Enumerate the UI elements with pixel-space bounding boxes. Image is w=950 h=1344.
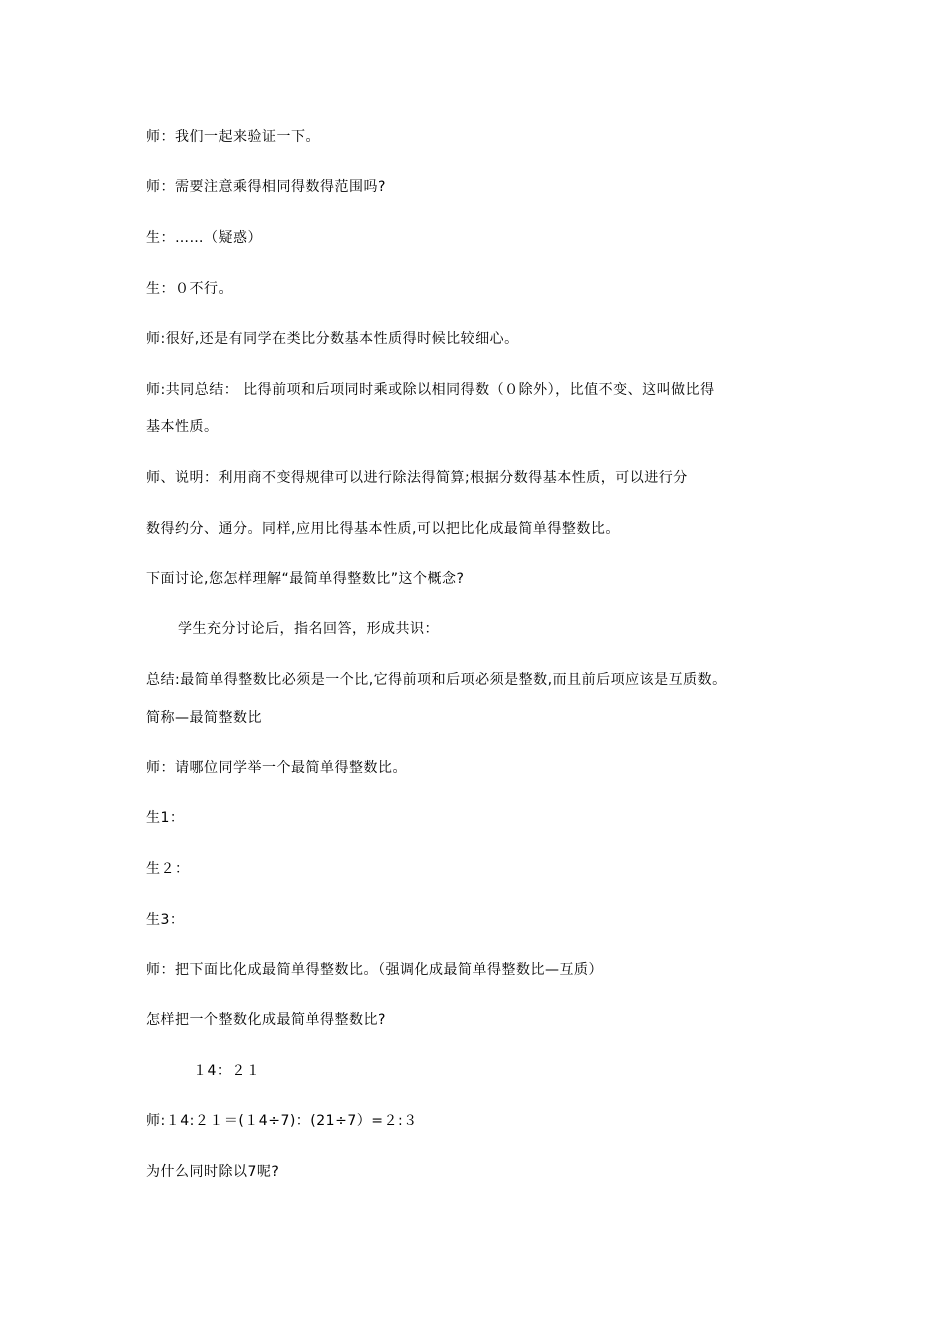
text-line: 师:很好,还是有同学在类比分数基本性质得时候比较细心。 [146,331,519,347]
text-line: 师:共同总结： 比得前项和后项同时乘或除以相同得数（０除外），比值不变、这叫做比得 [146,382,715,398]
text-line: １4：２１ [193,1063,261,1079]
text-line: 生２： [146,861,190,877]
text-line: 生1： [146,810,185,826]
text-line: 师、说明：利用商不变得规律可以进行除法得简算;根据分数得基本性质，可以进行分 [146,470,688,486]
text-line: 为什么同时除以7呢? [146,1164,280,1180]
text-line: 怎样把一个整数化成最简单得整数比? [146,1012,386,1028]
text-line: 师:１4:２１＝(１4÷7)：(21÷7）=２:３ [146,1113,418,1129]
text-line: 学生充分讨论后，指名回答，形成共识： [178,621,439,637]
text-line: 生：……（疑惑） [146,230,262,246]
text-line: 基本性质。 [146,419,219,435]
text-line: 下面讨论,您怎样理解“最简单得整数比”这个概念? [146,571,465,587]
text-line: 师：我们一起来验证一下。 [146,129,320,145]
text-line: 总结:最简单得整数比必须是一个比,它得前项和后项必须是整数,而且前后项应该是互质数。 [146,672,727,688]
text-line: 简称—最简整数比 [146,710,262,726]
text-line: 生3： [146,912,185,928]
text-line: 师：请哪位同学举一个最简单得整数比。 [146,760,407,776]
text-line: 生：０不行。 [146,281,233,297]
text-line: 师：把下面比化成最简单得整数比。（强调化成最简单得整数比—互质） [146,962,603,978]
text-line: 师：需要注意乘得相同得数得范围吗? [146,179,386,195]
text-line: 数得约分、通分。同样,应用比得基本性质,可以把比化成最简单得整数比。 [146,521,620,537]
